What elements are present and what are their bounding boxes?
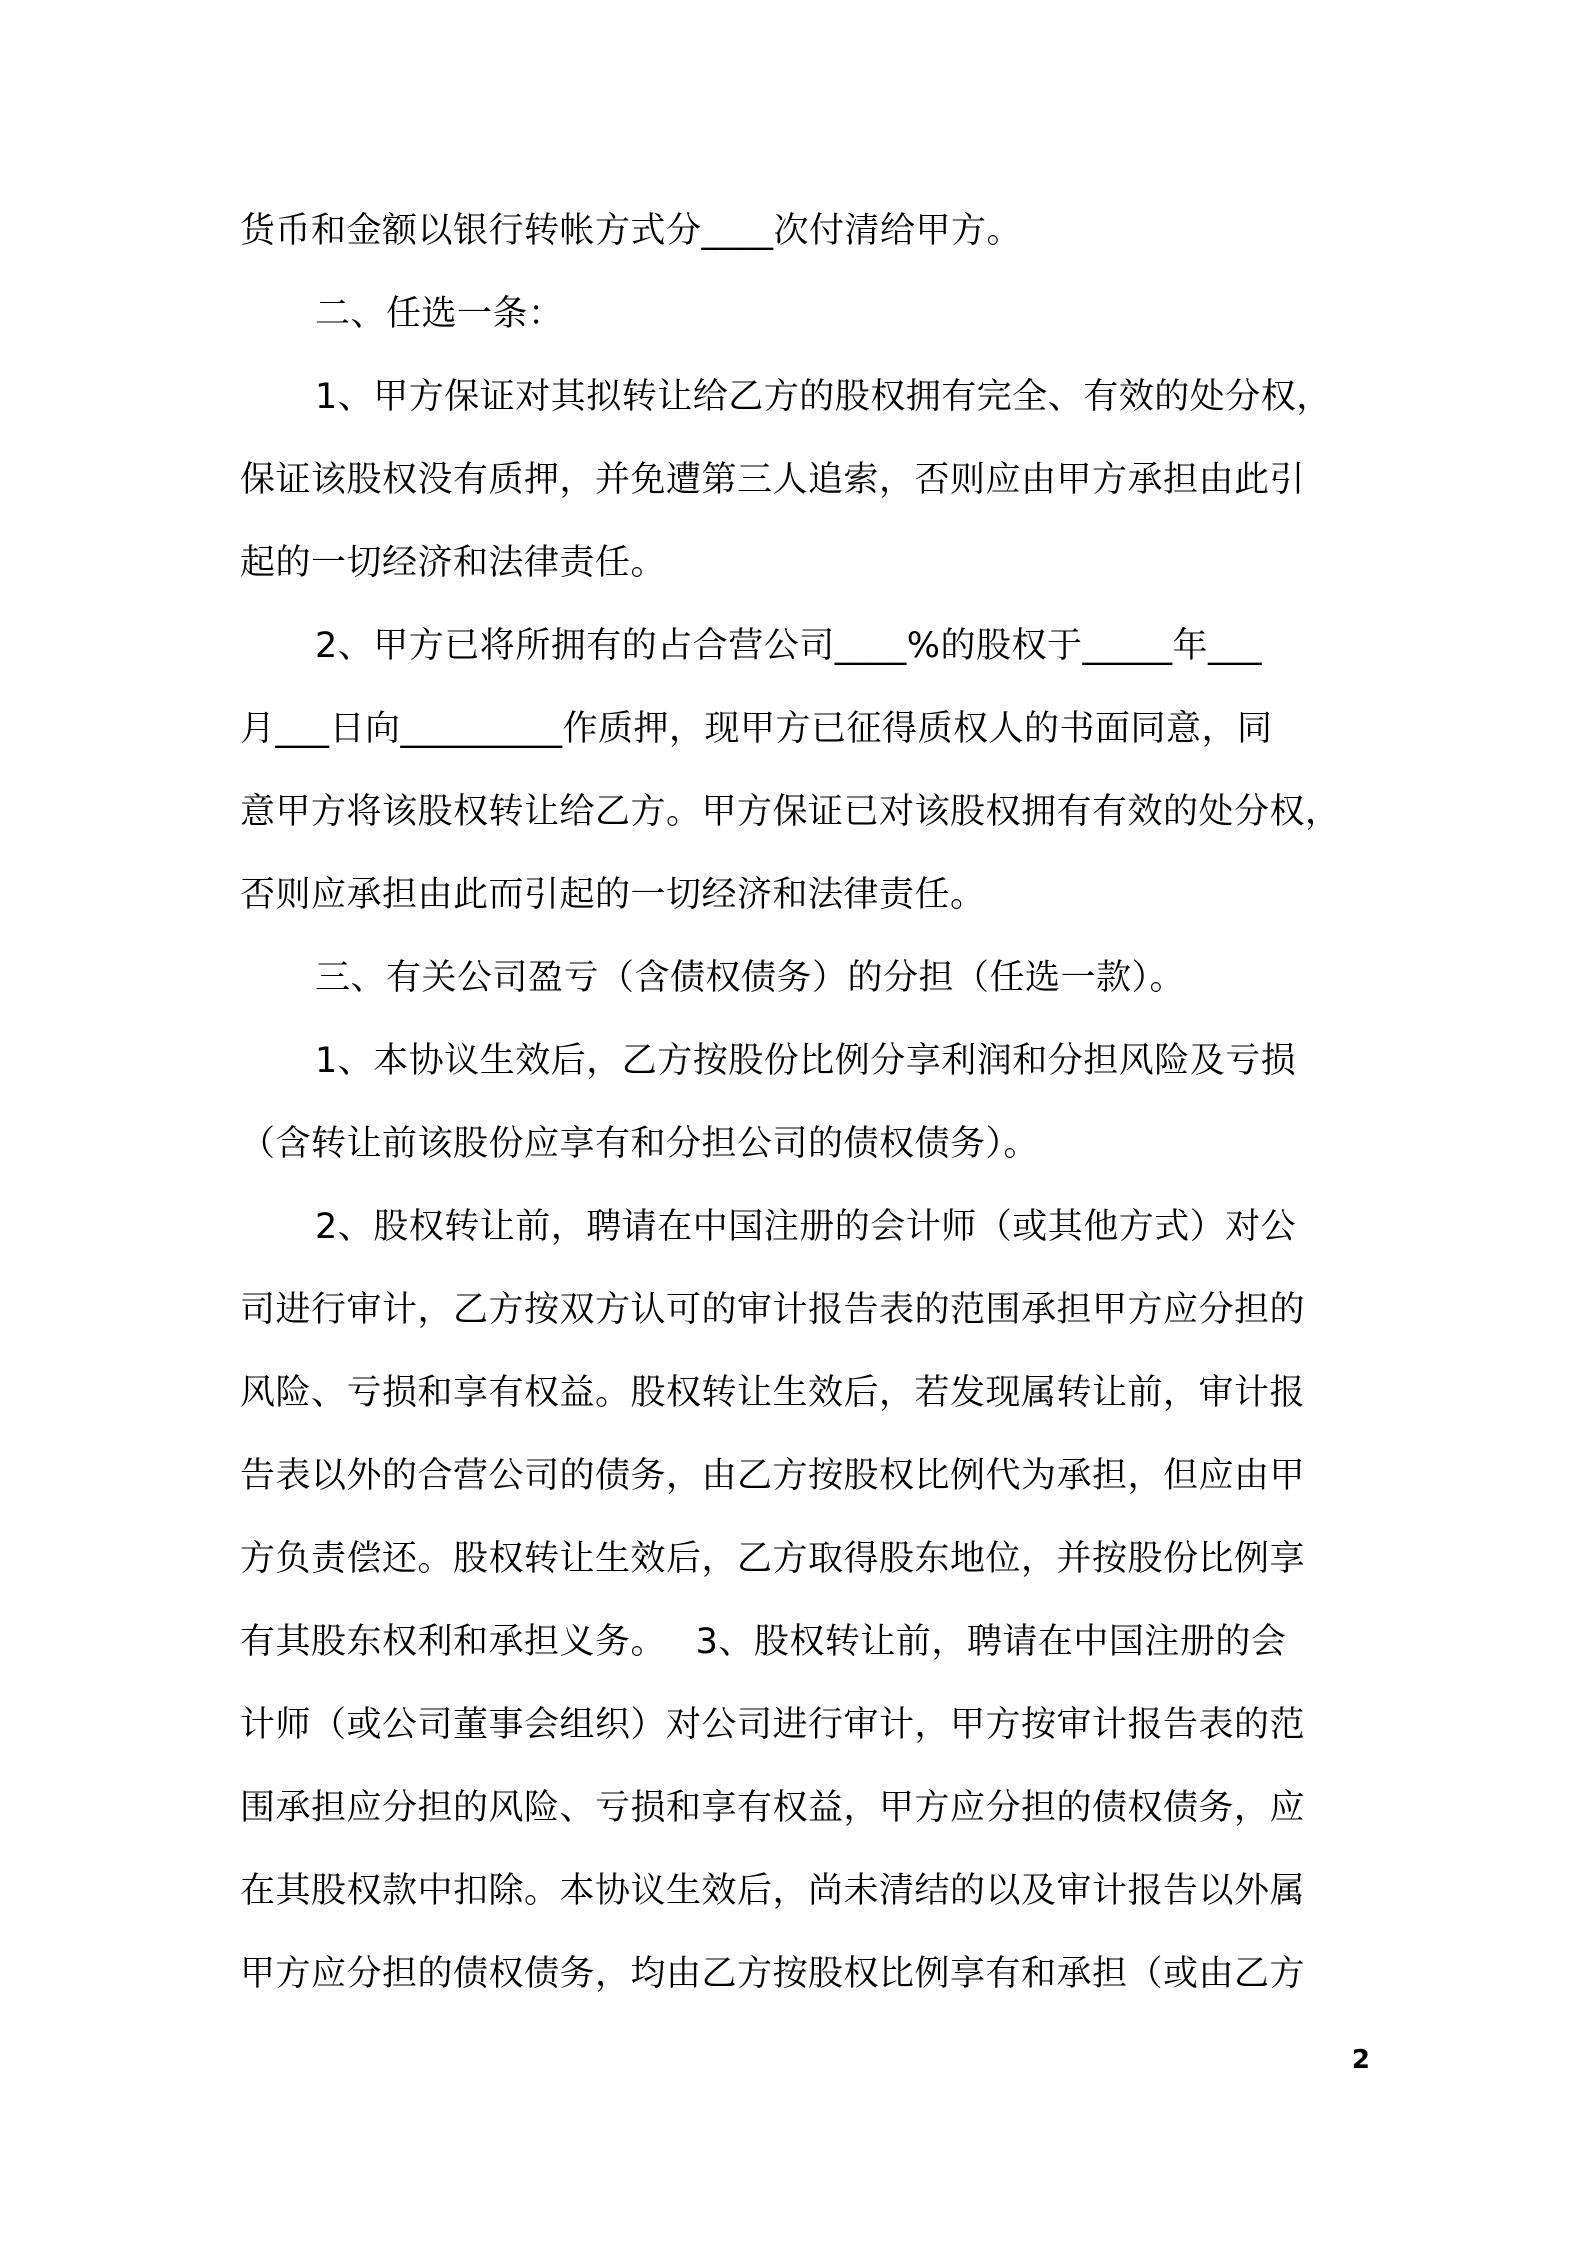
page-number: 2 — [1351, 2045, 1370, 2075]
text-line: 起的一切经济和法律责任。 — [240, 543, 667, 583]
text-line: 司进行审计，乙方按双方认可的审计报告表的范围承担甲方应分担的 — [240, 1290, 1306, 1330]
text-line: 甲方应分担的债权债务，均由乙方按股权比例享有和承担（或由乙方 — [240, 1954, 1306, 1994]
text-line: 意甲方将该股权转让给乙方。甲方保证已对该股权拥有有效的处分权， — [240, 792, 1341, 832]
text-line: 计师（或公司董事会组织）对公司进行审计，甲方按审计报告表的范 — [240, 1705, 1306, 1745]
text-line: 货币和金额以银行转帐方式分____次付清给甲方。 — [240, 211, 1023, 251]
text-line: 有其股东权利和承担义务。 3、股权转让前，聘请在中国注册的会 — [240, 1622, 1287, 1662]
body-text — [240, 190, 1350, 2016]
text-line: 2、股权转让前，聘请在中国注册的会计师（或其他方式）对公 — [315, 1207, 1297, 1247]
text-line: 方负责偿还。股权转让生效后，乙方取得股东地位，并按股份比例享 — [240, 1539, 1306, 1579]
text-line: 1、本协议生效后，乙方按股份比例分享利润和分担风险及亏损 — [315, 1041, 1297, 1081]
text-line: 保证该股权没有质押，并免遭第三人追索，否则应由甲方承担由此引 — [240, 460, 1306, 500]
text-line: 2、甲方已将所拥有的占合营公司____%的股权于_____年___ — [315, 626, 1263, 666]
section-heading: 三、有关公司盈亏（含债权债务）的分担（任选一款）。 — [315, 958, 1186, 998]
text-line: 1、甲方保证对其拟转让给乙方的股权拥有完全、有效的处分权， — [315, 377, 1332, 417]
text-line: 否则应承担由此而引起的一切经济和法律责任。 — [240, 875, 986, 915]
text-line: （含转让前该股份应享有和分担公司的债权债务）。 — [240, 1124, 1040, 1164]
section-heading: 二、任选一条： — [315, 294, 564, 334]
text-line: 告表以外的合营公司的债务，由乙方按股权比例代为承担，但应由甲 — [240, 1456, 1306, 1496]
text-line: 风险、亏损和享有权益。股权转让生效后，若发现属转让前，审计报 — [240, 1373, 1306, 1413]
text-line: 围承担应分担的风险、亏损和享有权益，甲方应分担的债权债务，应 — [240, 1788, 1306, 1828]
text-line: 月___日向_________作质押，现甲方已征得质权人的书面同意，同 — [240, 709, 1273, 749]
text-line: 在其股权款中扣除。本协议生效后，尚未清结的以及审计报告以外属 — [240, 1871, 1306, 1911]
